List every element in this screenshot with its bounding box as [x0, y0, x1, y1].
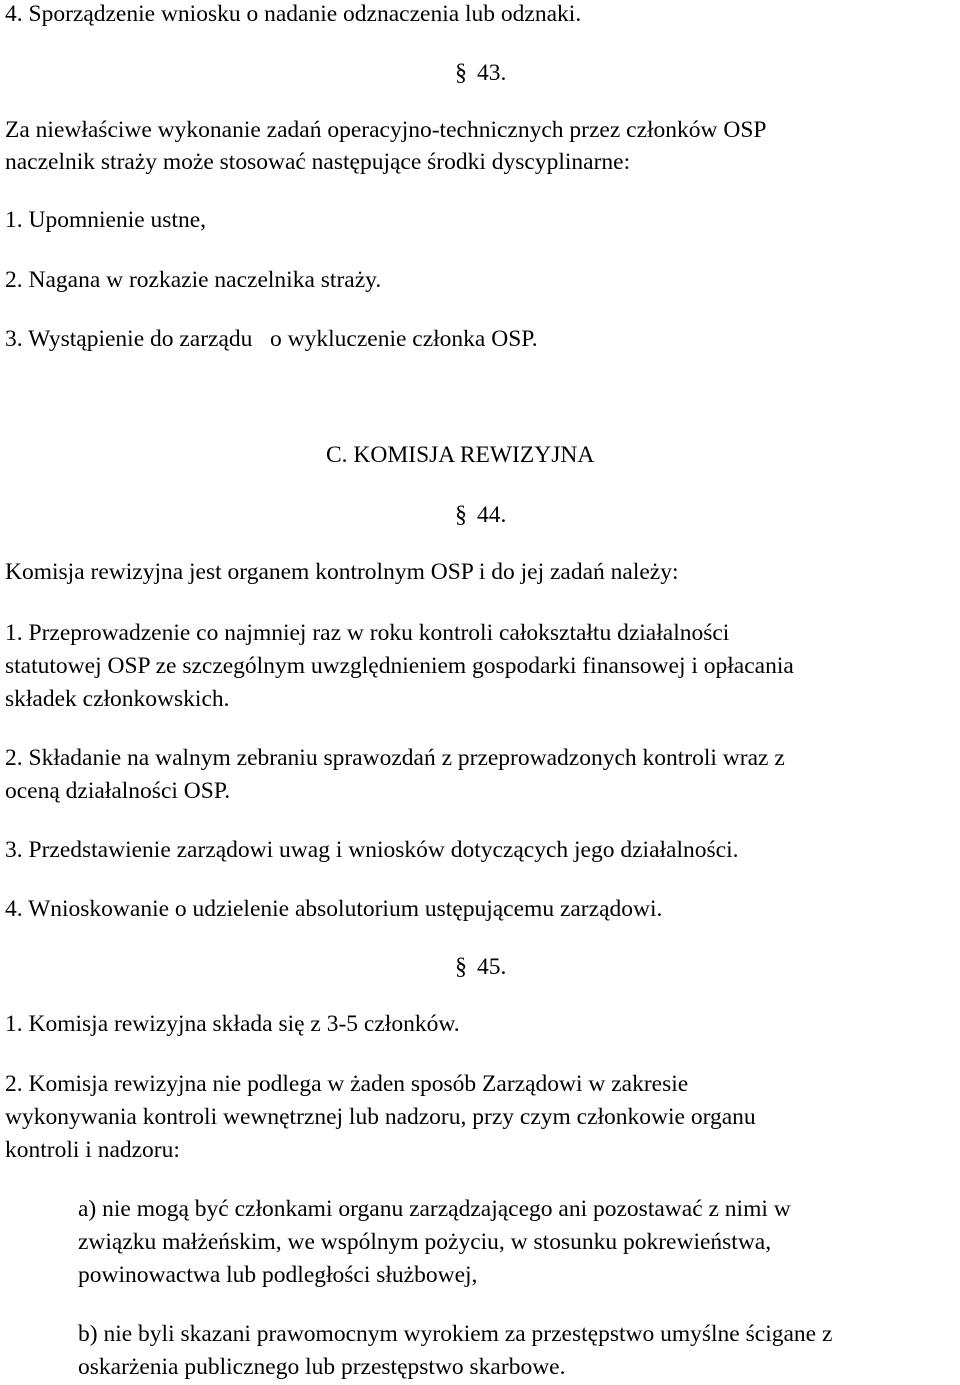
- paragraph-line: Komisja rewizyjna jest organem kontrolnym OSP i do jej zadań należy:: [5, 559, 679, 585]
- section-sign-icon: §: [455, 502, 467, 528]
- list-item: 2. Nagana w rozkazie naczelnika straży.: [5, 267, 382, 293]
- sub-item-b-line: b) nie byli skazani prawomocnym wyrokiem za przestępstwo umyślne ścigane z: [78, 1321, 833, 1347]
- section-43-heading: [455, 57, 506, 90]
- paragraph-line: naczelnik straży może stosować następujące środki dyscyplinarne:: [5, 149, 631, 175]
- section-sign-icon: §: [455, 60, 467, 86]
- sub-item-b-line: oskarżenia publicznego lub przestępstwo skarbowe.: [78, 1354, 566, 1380]
- sub-item-a-line: powinowactwa lub podległości służbowej,: [78, 1262, 478, 1288]
- list-item-line: wykonywania kontroli wewnętrznej lub nadzoru, przy czym członkowie organu: [5, 1104, 756, 1130]
- section-44-heading: [455, 499, 506, 532]
- sub-item-a-line: związku małżeńskim, we wspólnym pożyciu, w stosunku pokrewieństwa,: [78, 1229, 772, 1255]
- section-number: 44.: [477, 502, 507, 528]
- list-item: 1. Upomnienie ustne,: [5, 207, 207, 233]
- list-item-line: 2. Składanie na walnym zebraniu sprawozdań z przeprowadzonych kontroli wraz z: [5, 745, 785, 771]
- chapter-heading: C. KOMISJA REWIZYJNA: [326, 442, 595, 468]
- list-item: 3. Wystąpienie do zarządu o wykluczenie członka OSP.: [5, 326, 538, 352]
- section-number: 43.: [477, 60, 507, 86]
- list-item-line: 1. Przeprowadzenie co najmniej raz w roku kontroli całokształtu działalności: [5, 620, 730, 646]
- section-number: 45.: [477, 954, 507, 980]
- list-item-line: 2. Komisja rewizyjna nie podlega w żaden sposób Zarządowi w zakresie: [5, 1071, 689, 1097]
- list-item: 3. Przedstawienie zarządowi uwag i wniosków dotyczących jego działalności.: [5, 837, 739, 863]
- list-item-line: oceną działalności OSP.: [5, 778, 231, 804]
- list-item-line: składek członkowskich.: [5, 686, 230, 712]
- list-item-4: 4. Sporządzenie wniosku o nadanie odznaczenia lub odznaki.: [5, 1, 582, 27]
- list-item: 1. Komisja rewizyjna składa się z 3-5 członków.: [5, 1011, 460, 1037]
- section-45-heading: [455, 951, 506, 984]
- list-item-line: kontroli i nadzoru:: [5, 1137, 180, 1163]
- sub-item-a-line: a) nie mogą być członkami organu zarządzającego ani pozostawać z nimi w: [78, 1196, 791, 1222]
- list-item: 4. Wnioskowanie o udzielenie absolutorium ustępującemu zarządowi.: [5, 896, 663, 922]
- paragraph-line: Za niewłaściwe wykonanie zadań operacyjno-technicznych przez członków OSP: [5, 117, 767, 143]
- section-sign-icon: §: [455, 954, 467, 980]
- list-item-line: statutowej OSP ze szczególnym uwzględnieniem gospodarki finansowej i opłacania: [5, 653, 794, 679]
